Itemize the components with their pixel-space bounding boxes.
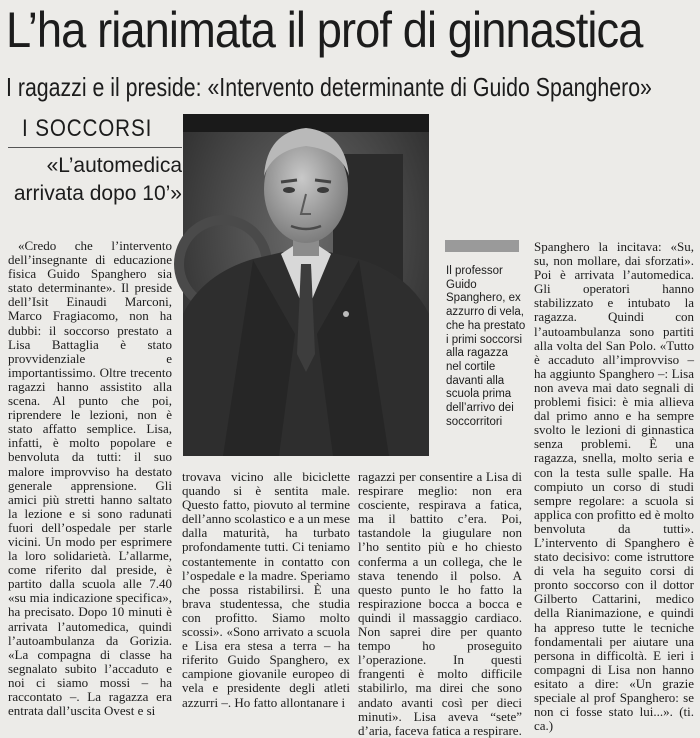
article-column-3 <box>358 469 522 738</box>
column-4-text: Spanghero la incitava: «Su, su, non mollare, dai sforzati». Poi è arrivata l’automedica. Gli operatori hanno stabilizzato e intubato la ragazza. Quindi con l’autoambulanza sono partiti alla volta del San Polo. «Tutto è accaduto all’improvviso – ha aggiunto Spanghero –: Lisa non aveva mai dato segnali di problemi fisici: è mia allieva dal primo anno e ha sempre svolto le lezioni di ginnastica senza problemi. È una ragazza, snella, molto seria e con la testa sulle spalle. Ha compiuto un corso di studi sempre regolare: a scuola si applica con profitto ed è molto benvoluta da tutti». L’intervento di Spanghero è stato decisivo: come istruttore di vela ha seguito corsi di pronto soccorso con il dottor Gilberto Cattarini, medico della Rianimazione, e quindi ha appreso tutte le tecniche fondamentali per aiutare una persona in difficoltà. E ieri i compagni di Lisa non hanno esitato a dire: «Un grazie speciale al prof Spanghero: se non ci fosse stato lui...». (ti. ca.) <box>534 239 694 734</box>
portrait-illustration <box>183 114 429 456</box>
column-1-text: «Credo che l’intervento dell’insegnante di educazione fisica Guido Spanghero sia stato determinante». Il preside dell’Isit Einaudi Marconi, Marco Fragiacomo, non ha dubbi: il soccorso prestato a Lisa Battaglia è stato provvidenziale e importantissimo. Oltre trecento ragazzi hanno assistito alla scena. Al punto che poi, riprendere le lezioni, non è stato affatto semplice. Lisa, infatti, è molto popolare e benvoluta da tutti: il suo malore improvviso ha destato generale apprensione. Gli amici più stretti hanno saltato la lezione e si sono radunati fuori dell’ospedale per starle vicini. Un modo per esprimere la loro solidarietà. L’allarme, come riferito dal preside, è partito dalla scuola alle 7.40 «su mia indicazione specifica», ha precisato. Dopo 10 minuti è arrivata l’automedica, quindi l’autoambulanza da Gorizia. «La compagna di classe ha segnalato subito l’accaduto e noi ci siamo mossi – ha raccontato –. La ragazza era entrata dall’uscita Ovest e si <box>8 238 172 719</box>
photo-caption: Il professor Guido Spanghero, ex azzurro di vela, che ha prestato i primi soccorsi alla ragazza nel cortile davanti alla scuola prima dell’arrivo dei soccorritori <box>446 265 526 428</box>
pull-quote: «L’automedica arrivata dopo 10’» <box>13 154 182 205</box>
caption-marker-bar <box>445 240 519 252</box>
headline: L’ha rianimata il prof di ginnastica <box>6 2 643 58</box>
subheadline: I ragazzi e il preside: «Intervento determinante di Guido Spanghero» <box>6 72 652 102</box>
column-3-text: ragazzi per consentire a Lisa di respirare meglio: non era cosciente, respirava a fatica, ma il battito c’era. Poi, tastandole la giugulare non l’ho sentito più e ho chiesto conferma a un collega, che le stava tenendo il polso. A questo punto le ho fatto la respirazione bocca a bocca e quindi il massaggio cardiaco. Non saprei dire per quanto tempo ho proseguito l’operazione. In questi frangenti è molto difficile stabilirlo, ma direi che sono andato avanti così per dieci minuti». Lisa aveva “sete” d’aria, faceva fatica a respirare. <box>358 469 522 738</box>
column-2-text: trovava vicino alle biciclette quando si è sentita male. Questo fatto, piovuto al termine dell’anno scolastico e a un mese dalla maturità, ha turbato profondamente tutti. Ci teniamo costantemente in contatto con l’ospedale e la madre. Speriamo che possa ristabilirsi. È una brava studentessa, che studia con profitto. Siamo molto scossi». «Sono arrivato a scuola e Lisa era stesa a terra – ha riferito Guido Spanghero, ex campione giovanile europeo di vela e presidente degli atleti azzurri –. Ho fatto allontanare i <box>182 469 350 710</box>
portrait-photo <box>183 114 429 456</box>
article-column-1 <box>8 239 172 722</box>
section-label: I SOCCORSI <box>22 115 153 142</box>
section-divider <box>8 147 182 148</box>
article-column-2 <box>182 470 350 722</box>
article-column-4 <box>534 239 694 734</box>
